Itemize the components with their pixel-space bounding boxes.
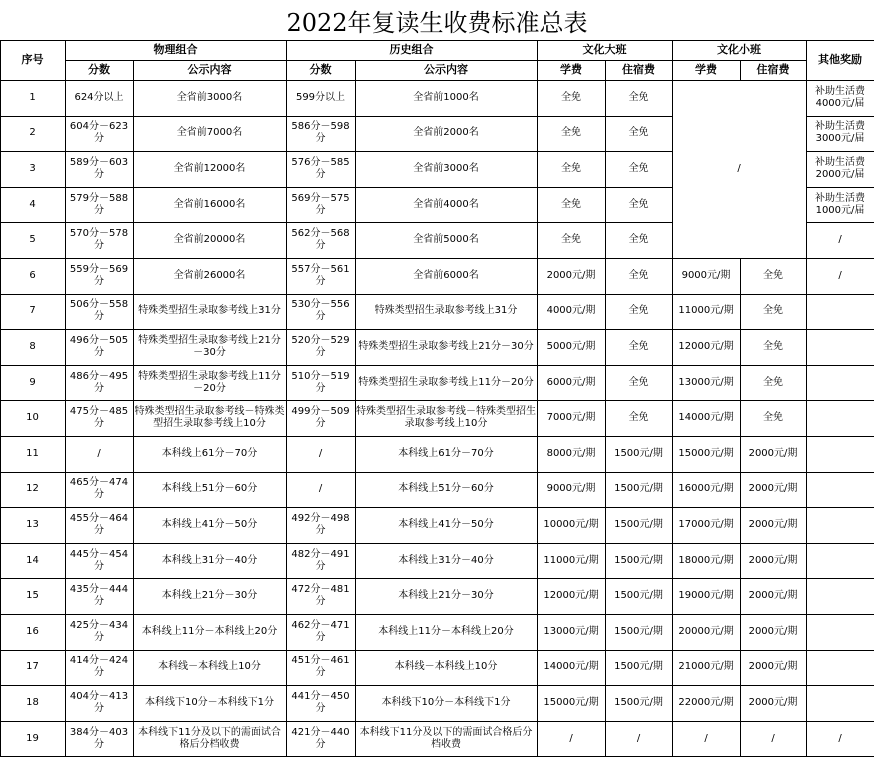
small-class-lodging-cell: / — [740, 721, 807, 757]
other-reward-cell — [806, 543, 874, 580]
small-class-tuition-cell: / — [672, 721, 741, 757]
big-class-tuition-cell: 6000元/期 — [537, 365, 606, 402]
other-reward-cell — [806, 650, 874, 687]
physics-score-cell: 425分－434分 — [65, 614, 134, 651]
big-class-lodging-cell: 1500元/期 — [605, 436, 673, 473]
header-seq: 序号 — [0, 40, 66, 81]
physics-score-cell: 589分－603分 — [65, 151, 134, 188]
physics-score-cell: 445分－454分 — [65, 543, 134, 580]
other-reward-cell — [806, 400, 874, 437]
history-score-cell: 472分－481分 — [286, 578, 356, 615]
big-class-tuition-cell: 8000元/期 — [537, 436, 606, 473]
big-class-lodging-cell: 全免 — [605, 365, 673, 402]
fee-table — [0, 40, 874, 756]
small-class-lodging-cell: 2000元/期 — [740, 543, 807, 580]
physics-score-cell: 559分－569分 — [65, 258, 134, 295]
row-seq-cell: 9 — [0, 365, 66, 402]
history-score-cell: 421分－440分 — [286, 721, 356, 757]
physics-notice-cell: 本科线上31分－40分 — [133, 543, 287, 580]
big-class-lodging-cell: 全免 — [605, 116, 673, 153]
big-class-tuition-cell: 全免 — [537, 116, 606, 153]
small-class-lodging-cell: 2000元/期 — [740, 614, 807, 651]
physics-notice-cell: 全省前12000名 — [133, 151, 287, 188]
small-class-tuition-cell: 9000元/期 — [672, 258, 741, 295]
history-notice-cell: 本科线上51分－60分 — [355, 472, 538, 509]
big-class-tuition-cell: 全免 — [537, 222, 606, 259]
header-other-reward: 其他奖励 — [806, 40, 874, 81]
other-reward-cell: 补助生活费3000元/届 — [806, 116, 874, 153]
big-class-lodging-cell: / — [605, 721, 673, 757]
physics-notice-cell: 特殊类型招生录取参考线上21分－30分 — [133, 329, 287, 366]
history-score-cell: 520分－529分 — [286, 329, 356, 366]
physics-notice-cell: 本科线下10分－本科线下1分 — [133, 685, 287, 722]
big-class-lodging-cell: 1500元/期 — [605, 507, 673, 544]
other-reward-cell: 补助生活费1000元/届 — [806, 187, 874, 224]
row-seq-cell: 14 — [0, 543, 66, 580]
big-class-tuition-cell: 全免 — [537, 151, 606, 188]
row-seq-cell: 10 — [0, 400, 66, 437]
small-class-lodging-cell: 2000元/期 — [740, 472, 807, 509]
history-score-cell: / — [286, 436, 356, 473]
other-reward-cell — [806, 507, 874, 544]
other-reward-cell — [806, 578, 874, 615]
other-reward-cell — [806, 294, 874, 331]
history-notice-cell: 特殊类型招生录取参考线上31分 — [355, 294, 538, 331]
header-big-tuition: 学费 — [537, 60, 606, 81]
small-class-lodging-cell: 2000元/期 — [740, 650, 807, 687]
other-reward-cell — [806, 472, 874, 509]
small-class-tuition-cell: 11000元/期 — [672, 294, 741, 331]
big-class-tuition-cell: 10000元/期 — [537, 507, 606, 544]
history-score-cell: 482分－491分 — [286, 543, 356, 580]
row-seq-cell: 17 — [0, 650, 66, 687]
big-class-tuition-cell: 14000元/期 — [537, 650, 606, 687]
row-seq-cell: 15 — [0, 578, 66, 615]
small-class-lodging-cell: 2000元/期 — [740, 507, 807, 544]
big-class-tuition-cell: 12000元/期 — [537, 578, 606, 615]
header-physics-score: 分数 — [65, 60, 134, 81]
physics-score-cell: 465分－474分 — [65, 472, 134, 509]
physics-notice-cell: 本科线下11分及以下的需面试合格后分档收费 — [133, 721, 287, 757]
physics-notice-cell: 全省前26000名 — [133, 258, 287, 295]
big-class-tuition-cell: 15000元/期 — [537, 685, 606, 722]
big-class-lodging-cell: 1500元/期 — [605, 685, 673, 722]
physics-score-cell: 496分－505分 — [65, 329, 134, 366]
history-notice-cell: 本科线下10分－本科线下1分 — [355, 685, 538, 722]
physics-notice-cell: 特殊类型招生录取参考线上11分－20分 — [133, 365, 287, 402]
physics-notice-cell: 全省前3000名 — [133, 80, 287, 117]
history-notice-cell: 特殊类型招生录取参考线上11分－20分 — [355, 365, 538, 402]
small-class-lodging-cell: 2000元/期 — [740, 436, 807, 473]
big-class-lodging-cell: 全免 — [605, 187, 673, 224]
header-physics-notice: 公示内容 — [133, 60, 287, 81]
history-notice-cell: 本科线上61分－70分 — [355, 436, 538, 473]
physics-score-cell: 570分－578分 — [65, 222, 134, 259]
small-class-tuition-cell: 22000元/期 — [672, 685, 741, 722]
history-score-cell: 451分－461分 — [286, 650, 356, 687]
big-class-tuition-cell: 11000元/期 — [537, 543, 606, 580]
history-score-cell: 441分－450分 — [286, 685, 356, 722]
physics-notice-cell: 全省前16000名 — [133, 187, 287, 224]
history-notice-cell: 全省前6000名 — [355, 258, 538, 295]
big-class-lodging-cell: 1500元/期 — [605, 650, 673, 687]
other-reward-cell — [806, 365, 874, 402]
other-reward-cell — [806, 614, 874, 651]
row-seq-cell: 4 — [0, 187, 66, 224]
row-seq-cell: 7 — [0, 294, 66, 331]
row-seq-cell: 5 — [0, 222, 66, 259]
physics-score-cell: 384分－403分 — [65, 721, 134, 757]
header-history-group: 历史组合 — [286, 40, 538, 61]
physics-notice-cell: 本科线上21分－30分 — [133, 578, 287, 615]
history-score-cell: 586分－598分 — [286, 116, 356, 153]
header-big-lodging: 住宿费 — [605, 60, 673, 81]
other-reward-cell: / — [806, 258, 874, 295]
row-seq-cell: 6 — [0, 258, 66, 295]
physics-notice-cell: 本科线上51分－60分 — [133, 472, 287, 509]
other-reward-cell — [806, 685, 874, 722]
history-notice-cell: 本科线下11分及以下的需面试合格后分档收费 — [355, 721, 538, 757]
small-class-lodging-cell: 2000元/期 — [740, 685, 807, 722]
header-history-notice: 公示内容 — [355, 60, 538, 81]
row-seq-cell: 8 — [0, 329, 66, 366]
big-class-tuition-cell: 9000元/期 — [537, 472, 606, 509]
physics-notice-cell: 特殊类型招生录取参考线上31分 — [133, 294, 287, 331]
row-seq-cell: 11 — [0, 436, 66, 473]
big-class-lodging-cell: 全免 — [605, 329, 673, 366]
history-notice-cell: 本科线上31分－40分 — [355, 543, 538, 580]
small-class-lodging-cell: 全免 — [740, 400, 807, 437]
history-score-cell: 462分－471分 — [286, 614, 356, 651]
history-notice-cell: 特殊类型招生录取参考线上21分－30分 — [355, 329, 538, 366]
big-class-lodging-cell: 全免 — [605, 258, 673, 295]
big-class-tuition-cell: 全免 — [537, 80, 606, 117]
history-score-cell: 530分－556分 — [286, 294, 356, 331]
big-class-tuition-cell: 全免 — [537, 187, 606, 224]
big-class-lodging-cell: 全免 — [605, 80, 673, 117]
row-seq-cell: 19 — [0, 721, 66, 757]
small-class-lodging-cell: 全免 — [740, 365, 807, 402]
small-class-tuition-cell: 21000元/期 — [672, 650, 741, 687]
small-class-tuition-cell: 17000元/期 — [672, 507, 741, 544]
big-class-lodging-cell: 1500元/期 — [605, 543, 673, 580]
history-score-cell: 599分以上 — [286, 80, 356, 117]
history-notice-cell: 本科线上41分－50分 — [355, 507, 538, 544]
history-notice-cell: 全省前4000名 — [355, 187, 538, 224]
big-class-tuition-cell: / — [537, 721, 606, 757]
history-notice-cell: 本科线－本科线上10分 — [355, 650, 538, 687]
small-class-lodging-cell: 全免 — [740, 329, 807, 366]
small-class-lodging-cell: 全免 — [740, 294, 807, 331]
physics-score-cell: 486分－495分 — [65, 365, 134, 402]
header-small-lodging: 住宿费 — [740, 60, 807, 81]
big-class-tuition-cell: 7000元/期 — [537, 400, 606, 437]
big-class-lodging-cell: 1500元/期 — [605, 614, 673, 651]
other-reward-cell: 补助生活费2000元/届 — [806, 151, 874, 188]
row-seq-cell: 1 — [0, 80, 66, 117]
big-class-tuition-cell: 4000元/期 — [537, 294, 606, 331]
header-history-score: 分数 — [286, 60, 356, 81]
page-title: 2022年复读生收费标准总表 — [286, 8, 588, 37]
history-score-cell: / — [286, 472, 356, 509]
small-class-lodging-cell: 2000元/期 — [740, 578, 807, 615]
physics-notice-cell: 本科线－本科线上10分 — [133, 650, 287, 687]
other-reward-cell: 补助生活费4000元/届 — [806, 80, 874, 117]
history-score-cell: 569分－575分 — [286, 187, 356, 224]
big-class-tuition-cell: 2000元/期 — [537, 258, 606, 295]
big-class-lodging-cell: 全免 — [605, 294, 673, 331]
history-notice-cell: 特殊类型招生录取参考线－特殊类型招生录取参考线上10分 — [355, 400, 538, 437]
big-class-tuition-cell: 13000元/期 — [537, 614, 606, 651]
row-seq-cell: 18 — [0, 685, 66, 722]
small-class-tuition-cell: 16000元/期 — [672, 472, 741, 509]
small-class-tuition-cell: 19000元/期 — [672, 578, 741, 615]
history-notice-cell: 全省前2000名 — [355, 116, 538, 153]
big-class-tuition-cell: 5000元/期 — [537, 329, 606, 366]
history-score-cell: 562分－568分 — [286, 222, 356, 259]
row-seq-cell: 12 — [0, 472, 66, 509]
row-seq-cell: 3 — [0, 151, 66, 188]
small-class-tuition-cell: 18000元/期 — [672, 543, 741, 580]
physics-notice-cell: 本科线上11分－本科线上20分 — [133, 614, 287, 651]
physics-score-cell: 624分以上 — [65, 80, 134, 117]
big-class-lodging-cell: 全免 — [605, 400, 673, 437]
small-class-tuition-cell: 15000元/期 — [672, 436, 741, 473]
physics-score-cell: 475分－485分 — [65, 400, 134, 437]
physics-notice-cell: 全省前20000名 — [133, 222, 287, 259]
big-class-lodging-cell: 1500元/期 — [605, 578, 673, 615]
history-score-cell: 576分－585分 — [286, 151, 356, 188]
history-score-cell: 557分－561分 — [286, 258, 356, 295]
other-reward-cell: / — [806, 721, 874, 757]
history-score-cell: 492分－498分 — [286, 507, 356, 544]
small-class-tuition-cell: 12000元/期 — [672, 329, 741, 366]
history-notice-cell: 全省前5000名 — [355, 222, 538, 259]
physics-score-cell: 579分－588分 — [65, 187, 134, 224]
other-reward-cell — [806, 436, 874, 473]
other-reward-cell: / — [806, 222, 874, 259]
header-small-class: 文化小班 — [672, 40, 807, 61]
physics-score-cell: 414分－424分 — [65, 650, 134, 687]
row-seq-cell: 2 — [0, 116, 66, 153]
small-class-tuition-cell: 13000元/期 — [672, 365, 741, 402]
physics-notice-cell: 特殊类型招生录取参考线－特殊类型招生录取参考线上10分 — [133, 400, 287, 437]
big-class-lodging-cell: 1500元/期 — [605, 472, 673, 509]
header-physics-group: 物理组合 — [65, 40, 287, 61]
history-score-cell: 499分－509分 — [286, 400, 356, 437]
small-class-merged-cell: / — [672, 80, 807, 259]
small-class-tuition-cell: 14000元/期 — [672, 400, 741, 437]
physics-score-cell: / — [65, 436, 134, 473]
history-notice-cell: 本科线上11分－本科线上20分 — [355, 614, 538, 651]
physics-score-cell: 435分－444分 — [65, 578, 134, 615]
row-seq-cell: 13 — [0, 507, 66, 544]
small-class-tuition-cell: 20000元/期 — [672, 614, 741, 651]
small-class-lodging-cell: 全免 — [740, 258, 807, 295]
history-notice-cell: 本科线上21分－30分 — [355, 578, 538, 615]
other-reward-cell — [806, 329, 874, 366]
header-small-tuition: 学费 — [672, 60, 741, 81]
physics-notice-cell: 全省前7000名 — [133, 116, 287, 153]
row-seq-cell: 16 — [0, 614, 66, 651]
physics-score-cell: 506分－558分 — [65, 294, 134, 331]
big-class-lodging-cell: 全免 — [605, 151, 673, 188]
history-score-cell: 510分－519分 — [286, 365, 356, 402]
history-notice-cell: 全省前1000名 — [355, 80, 538, 117]
physics-notice-cell: 本科线上61分－70分 — [133, 436, 287, 473]
physics-score-cell: 404分－413分 — [65, 685, 134, 722]
physics-notice-cell: 本科线上41分－50分 — [133, 507, 287, 544]
big-class-lodging-cell: 全免 — [605, 222, 673, 259]
header-big-class: 文化大班 — [537, 40, 673, 61]
history-notice-cell: 全省前3000名 — [355, 151, 538, 188]
physics-score-cell: 455分－464分 — [65, 507, 134, 544]
physics-score-cell: 604分－623分 — [65, 116, 134, 153]
